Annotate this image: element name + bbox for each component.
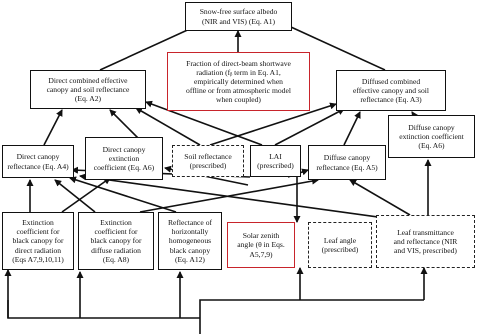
black-canopy-direct-extinction-box: Extinction coefficient for black canopy for direct radiation (Eqs A7,9,10,11): [2, 212, 74, 270]
bottom-route-left: [8, 300, 200, 318]
diffused-combined-reflectance-box: Diffused combined effective canopy and soil reflectance (Eq. A3): [336, 70, 446, 111]
arrow-ext-diffuse-to-diffuse-refl: [140, 180, 318, 212]
arrow-leaf-trans-to-diffuse-refl: [350, 180, 410, 215]
lai-box: LAI (prescribed): [250, 145, 301, 177]
arrow-direct-ext-to-direct-combined: [110, 110, 140, 140]
direct-canopy-extinction-box: Direct canopy extinction coefficient (Eq. A6): [85, 137, 163, 180]
black-canopy-diffuse-extinction-box: Extinction coefficient for black canopy for diffuse radiation (Eq. A8): [78, 212, 154, 270]
direct-combined-reflectance-box: Direct combined effective canopy and soil reflectance (Eq. A2): [30, 70, 146, 109]
arrow-diffuse-refl-to-diffused-combined: [344, 112, 360, 145]
direct-beam-fraction-box: Fraction of direct-beam shortwave radiation (fᵦ term in Eq. A1, empirically determined when offline or from atmospheric model when coupled): [167, 52, 310, 111]
horizontal-canopy-reflectance-box: Reflectance of horizontally homogeneous black canopy (Eq. A12): [158, 212, 222, 270]
direct-canopy-reflectance-box: Direct canopy reflectance (Eq. A4): [2, 145, 74, 178]
bottom-route-right: [200, 300, 424, 334]
diffuse-canopy-extinction-box: Diffuse canopy extinction coefficient (Eq. A6): [388, 115, 475, 158]
arrow-direct-refl-to-direct-combined: [44, 110, 62, 145]
diffuse-canopy-reflectance-box: Diffuse canopy reflectance (Eq. A5): [308, 145, 386, 180]
solar-zenith-angle-box: Solar zenith angle (θ in Eqs. A5,7,9): [227, 222, 295, 268]
leaf-transmittance-reflectance-box: Leaf transmittance and reflectance (NIR and VIS, prescribed): [376, 215, 475, 268]
arrow-lai-to-diffused-combined: [275, 109, 344, 145]
leaf-angle-box: Leaf angle (prescribed): [308, 222, 372, 268]
soil-reflectance-box: Soil reflectance (prescribed): [172, 145, 244, 177]
albedo-box: Snow-free surface albedo (NIR and VIS) (Eq. A1): [185, 2, 292, 31]
